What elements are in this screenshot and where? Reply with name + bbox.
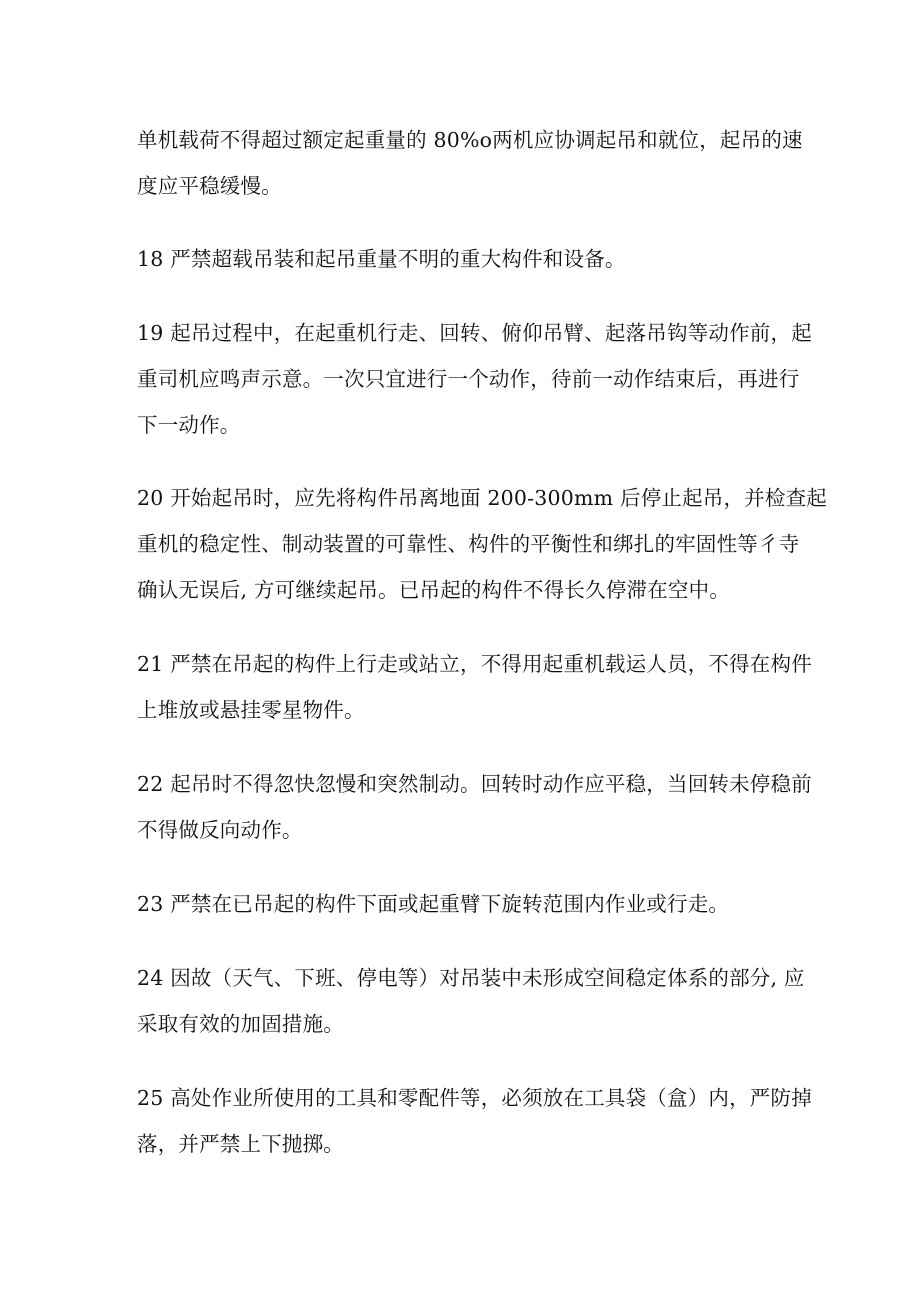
text-line: 25 高处作业所使用的工具和零配件等，必须放在工具袋（盒）内，严防掉 (137, 1086, 812, 1110)
text-line: 不得做反向动作。 (137, 818, 303, 842)
text-line: 单机载荷不得超过额定起重量的 80%o两机应协调起吊和就位，起吊的速 (137, 128, 803, 152)
text-line: 确认无误后, 方可继续起吊。已吊起的构件不得长久停滞在空中。 (137, 578, 731, 602)
paragraph-item-19 (137, 310, 812, 448)
text-line: 采取有效的加固措施。 (137, 1012, 344, 1036)
text-line: 24 因故（天气、下班、停电等）对吊装中未形成空间稳定体系的部分, 应 (137, 966, 805, 990)
text-line: 度应平稳缓慢。 (137, 174, 282, 198)
paragraph-item-20 (137, 475, 827, 613)
paragraph-item-24 (137, 955, 805, 1047)
text-line: 21 严禁在吊起的构件上行走或站立，不得用起重机载运人员，不得在构件 (137, 652, 812, 676)
paragraph-item-21 (137, 641, 812, 733)
paragraph-item-23 (137, 881, 797, 927)
text-line: 下一动作。 (137, 413, 241, 437)
paragraph-item-22 (137, 761, 812, 853)
text-line: 20 开始起吊时，应先将构件吊离地面 200-300mm 后停止起吊，并检查起 (137, 486, 827, 510)
text-line: 重司机应鸣声示意。一次只宜进行一个动作，待前一动作结束后，再进行 (137, 367, 800, 391)
text-line: 23 严禁在已吊起的构件下面或起重臂下旋转范围内作业或行走。 (137, 892, 730, 916)
paragraph-item-18 (137, 236, 797, 282)
text-line: 22 起吊时不得忽快忽慢和突然制动。回转时动作应平稳，当回转未停稳前 (137, 772, 812, 796)
text-line: 19 起吊过程中，在起重机行走、回转、俯仰吊臂、起落吊钩等动作前，起 (137, 321, 812, 345)
paragraph-item-25 (137, 1075, 812, 1167)
text-line: 重机的稳定性、制动装置的可靠性、构件的平衡性和绑扎的牢固性等彳寺 (137, 532, 800, 556)
text-line: 落，并严禁上下抛掷。 (137, 1132, 344, 1156)
paragraph-load-limit (137, 117, 803, 209)
text-line: 18 严禁超载吊装和起吊重量不明的重大构件和设备。 (137, 247, 626, 271)
text-line: 上堆放或悬挂零星物件。 (137, 698, 365, 722)
